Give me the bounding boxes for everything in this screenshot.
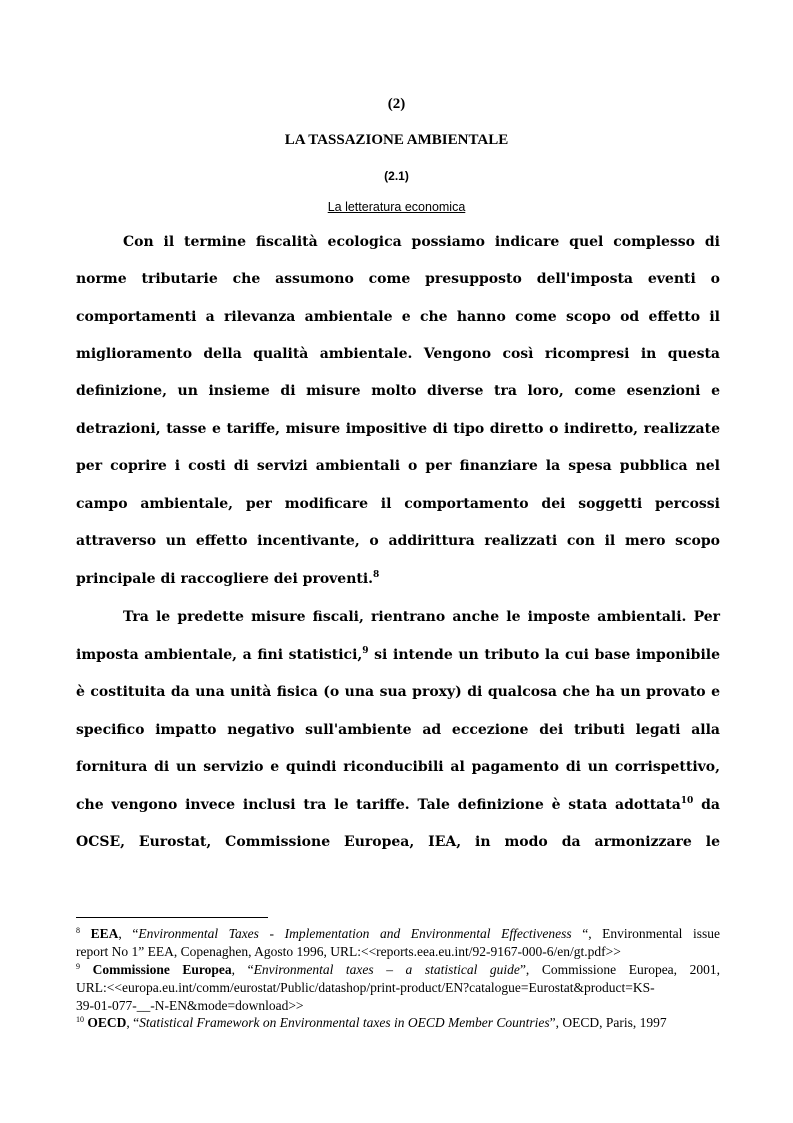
body-line: OCSE, Eurostat, Commissione Europea, IEA, in modo da armonizzare le — [76, 834, 720, 850]
footnote-10 — [76, 1014, 720, 1032]
footnote-text: ”, Commissione Europea, 2001, — [519, 962, 720, 977]
body-line-text: imposta ambientale, a fini statistici, — [76, 647, 363, 663]
body-line — [76, 569, 720, 589]
body-line: miglioramento della qualità ambientale. Vengono così ricompresi in questa — [76, 346, 720, 362]
footnote-8 — [76, 925, 720, 943]
chapter-title: LA TASSAZIONE AMBIENTALE — [284, 132, 509, 148]
footnote-title: Statistical Framework on Environmental taxes in OECD Member Countries — [139, 1015, 550, 1030]
body-line-text: da — [693, 797, 721, 813]
footnote-author: OECD — [87, 1015, 127, 1030]
footnote-author: Commissione Europea — [92, 962, 232, 977]
body-line-text: principale di raccogliere dei proventi. — [76, 571, 374, 587]
body-line-text: si intende un tributo la cui base imponibile — [368, 647, 720, 663]
body-line: definizione, un insieme di misure molto diverse tra loro, come esenzioni e — [76, 383, 720, 399]
footnote-text: , “ — [118, 926, 139, 941]
footnote-9-line2[interactable]: URL:<<europa.eu.int/comm/eurostat/Public/datashop/print-product/EN?catalogue=Eurostat&product=KS- — [76, 980, 655, 995]
body-line: fornitura di un servizio e quindi riconducibili al pagamento di un corrispettivo, — [76, 759, 720, 775]
section-number: (2.1) — [384, 169, 409, 183]
body-line: Con il termine fiscalità ecologica possiamo indicare quel complesso di — [123, 234, 720, 250]
footnote-9 — [76, 961, 720, 979]
body-line: attraverso un effetto incentivante, o addirittura realizzati con il mero scopo — [76, 533, 720, 549]
footnote-title: Environmental taxes – a statistical guide — [253, 962, 520, 977]
body-line: specifico impatto negativo sull'ambiente ad eccezione dei tributi legati alla — [76, 722, 720, 738]
footnote-text: , “ — [126, 1015, 140, 1030]
footnote-ref[interactable]: 9 — [362, 646, 369, 656]
chapter-number: (2) — [387, 96, 406, 112]
body-line: per coprire i costi di servizi ambientali o per finanziare la spesa pubblica nel — [76, 458, 720, 474]
body-line: norme tributarie che assumono come presupposto dell'imposta eventi o — [76, 271, 720, 287]
footnote-number: 9 — [76, 962, 80, 971]
body-line-text: che vengono invece inclusi tra le tariffe. Tale definizione è stata adottata — [76, 797, 681, 813]
body-line: è costituita da una unità fisica (o una sua proxy) di qualcosa che ha un provato e — [76, 684, 720, 700]
footnote-9-line3[interactable]: 39-01-077-__-N-EN&mode=download>> — [76, 998, 304, 1013]
footnote-8-line2[interactable]: report No 1” EEA, Copenaghen, Agosto 1996, URL:<<reports.eea.eu.int/92-9167-000-6/en/gt.pdf>> — [76, 944, 621, 959]
section-title-text: La letteratura economica — [327, 200, 466, 214]
body-line: detrazioni, tasse e tariffe, misure impositive di tipo diretto o indiretto, realizzate — [76, 421, 720, 437]
footnote-ref[interactable]: 8 — [373, 570, 380, 580]
footnote-author: EEA — [90, 926, 119, 941]
footnote-text: ”, OECD, Paris, 1997 — [549, 1015, 667, 1030]
footnote-separator — [76, 917, 268, 918]
body-line: comportamenti a rilevanza ambientale e che hanno come scopo od effetto il — [76, 309, 720, 325]
body-line: campo ambientale, per modificare il comportamento dei soggetti percossi — [76, 496, 720, 512]
footnote-text: , “ — [231, 962, 254, 977]
body-line: Tra le predette misure fiscali, rientrano anche le imposte ambientali. Per — [123, 609, 720, 625]
section-title — [0, 200, 793, 214]
body-line — [76, 795, 720, 815]
footnote-title: Environmental Taxes - Implementation and Environmental Effectiveness — [138, 926, 572, 941]
footnote-number: 10 — [76, 1015, 84, 1024]
footnote-number: 8 — [76, 926, 80, 935]
footnote-ref[interactable]: 10 — [680, 796, 694, 806]
body-line — [76, 645, 720, 665]
footnote-text: “, Environmental issue — [571, 926, 720, 941]
